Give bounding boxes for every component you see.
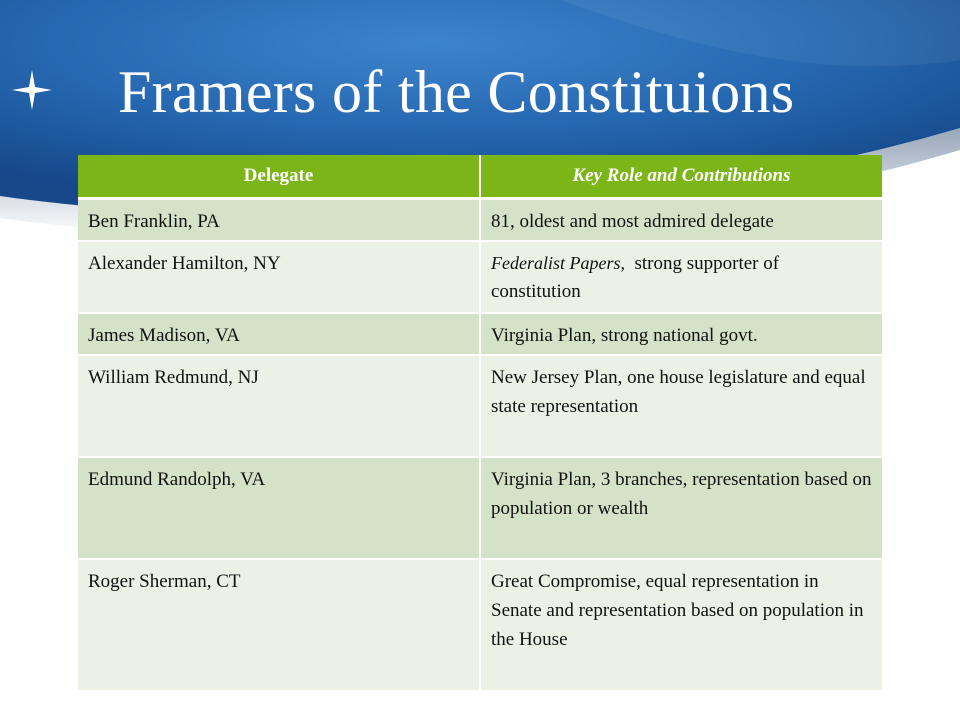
table-row <box>78 199 882 241</box>
role-cell <box>480 241 882 313</box>
table-row <box>78 313 882 355</box>
role-text: Virginia Plan, strong national govt. <box>491 324 758 346</box>
role-text: Virginia Plan, 3 branches, representation based on population or wealth <box>491 468 872 519</box>
role-text: Great Compromise, equal representation in Senate and representation based on population in the House <box>491 570 864 650</box>
role-text: strong supporter of constitution <box>491 252 784 302</box>
role-cell <box>480 313 882 355</box>
delegate-cell: Edmund Randolph, VA <box>78 457 480 559</box>
delegate-cell: William Redmund, NJ <box>78 355 480 457</box>
table-row <box>78 457 882 559</box>
star-icon <box>12 70 52 110</box>
table-row <box>78 355 882 457</box>
role-cell <box>480 199 882 241</box>
delegate-cell: Roger Sherman, CT <box>78 559 480 691</box>
delegate-cell: James Madison, VA <box>78 313 480 355</box>
framers-table <box>78 155 882 692</box>
role-text: New Jersey Plan, one house legislature and equal state representation <box>491 366 866 417</box>
delegate-cell: Ben Franklin, PA <box>78 199 480 241</box>
table-header-row <box>78 155 882 199</box>
header-delegate: Delegate <box>78 155 480 199</box>
role-cell <box>480 559 882 691</box>
role-text: 81, oldest and most admired delegate <box>491 211 774 232</box>
header-key-role: Key Role and Contributions <box>480 155 882 199</box>
role-italic-text: Federalist Papers, <box>491 252 625 273</box>
delegate-cell: Alexander Hamilton, NY <box>78 241 480 313</box>
slide-title: Framers of the Constituions <box>118 59 795 125</box>
table-row <box>78 559 882 691</box>
role-cell <box>480 457 882 559</box>
role-cell <box>480 355 882 457</box>
table-row <box>78 241 882 313</box>
